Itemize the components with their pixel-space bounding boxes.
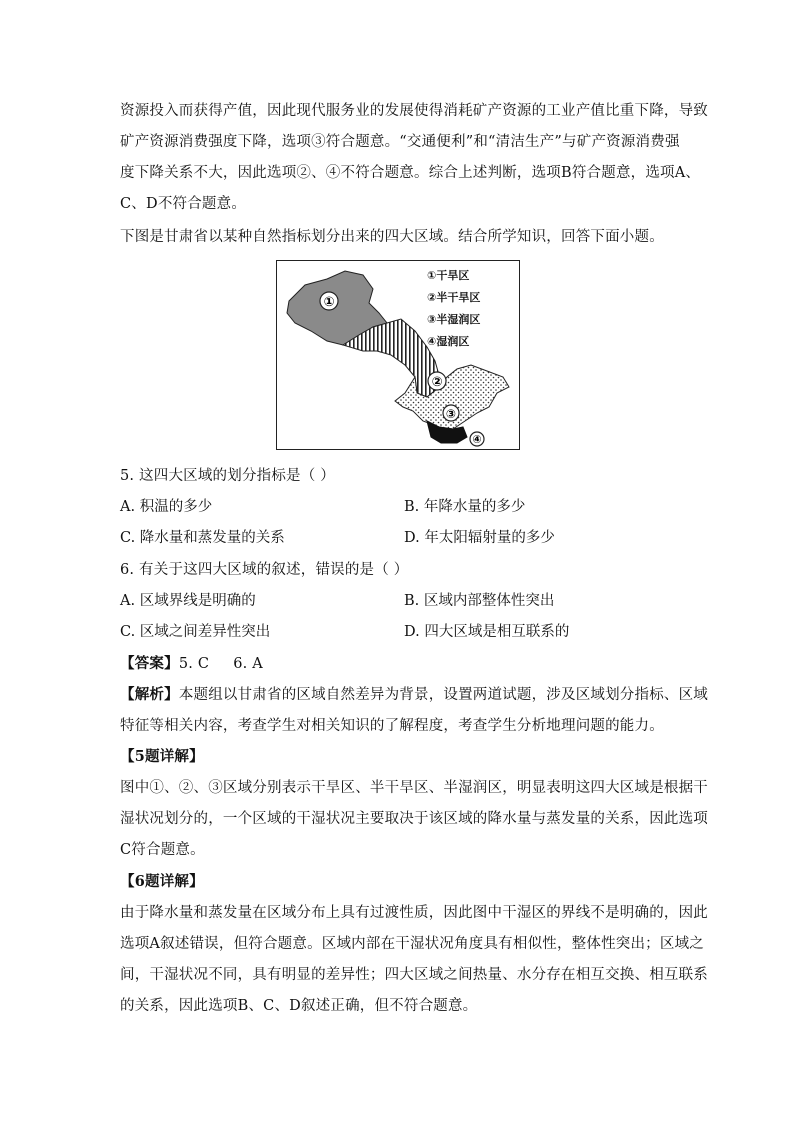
q6-option-c: C. 区域之间差异性突出: [120, 624, 271, 640]
q5-option-d: D. 年太阳辐射量的多少: [404, 530, 555, 546]
paragraph-line: 度下降关系不大，因此选项②、④不符合题意。综合上述判断，选项B符合题意，选项A、: [120, 165, 701, 181]
analysis-tag: 【解析】: [120, 686, 179, 703]
answer-text: 5. C 6. A: [178, 656, 263, 672]
analysis-line: [120, 685, 709, 705]
paragraph-line: 矿产资源消费强度下降，选项③符合题意。“交通便利”和“清洁生产”与矿产资源消费强: [120, 134, 680, 150]
q5-option-b: B. 年降水量的多少: [404, 499, 526, 515]
region-label-2: ②: [431, 375, 443, 390]
analysis-text: 本题组以甘肃省的区域自然差异为背景，设置两道试题，涉及区域划分指标、区域: [178, 687, 709, 703]
paragraph-line: C、D不符合题意。: [120, 196, 247, 212]
legend-semi-arid: ②半干旱区: [427, 291, 481, 304]
legend-arid: ①干旱区: [427, 269, 470, 282]
gansu-map-drawing: [277, 261, 518, 448]
detail-6-line: 间，干湿状况不同，具有明显的差异性；四大区域之间热量、水分存在相互交换、相互联系: [120, 967, 708, 983]
region-label-1: ①: [323, 295, 335, 310]
legend-humid: ④湿润区: [427, 335, 470, 348]
q5-option-c: C. 降水量和蒸发量的关系: [120, 530, 285, 546]
detail-6-line: 选项A叙述错误，但符合题意。区域内部在干湿状况角度具有相似性，整体性突出；区域之: [120, 936, 704, 952]
q5-option-a: A. 积温的多少: [120, 499, 213, 515]
detail-5-line: 图中①、②、③区域分别表示干旱区、半干旱区、半湿润区，明显表明这四大区域是根据干: [120, 780, 708, 796]
legend-semi-humid: ③半湿润区: [427, 313, 481, 326]
detail-6-line: 由于降水量和蒸发量在区域分布上具有过渡性质，因此图中干湿区的界线不是明确的，因此: [120, 905, 708, 921]
q6-option-a: A. 区域界线是明确的: [120, 593, 256, 609]
question-intro: 下图是甘肃省以某种自然指标划分出来的四大区域。结合所学知识，回答下面小题。: [120, 229, 664, 245]
detail-5-heading: 【5题详解】: [120, 748, 204, 765]
region-label-3: ③: [445, 407, 457, 421]
detail-6-line: 的关系，因此选项B、C、D叙述正确，但不符合题意。: [120, 998, 478, 1014]
detail-6-heading: 【6题详解】: [120, 873, 204, 890]
detail-5-line: C符合题意。: [120, 842, 205, 858]
answer-line: [120, 654, 680, 674]
region-label-4: ④: [472, 433, 482, 446]
q6-option-b: B. 区域内部整体性突出: [404, 593, 555, 609]
q6-option-d: D. 四大区域是相互联系的: [404, 624, 570, 640]
question-6-stem: 6. 有关于这四大区域的叙述，错误的是（ ）: [120, 562, 409, 578]
answer-tag: 【答案】: [120, 655, 179, 672]
paragraph-line: 资源投入而获得产值，因此现代服务业的发展使得消耗矿产资源的工业产值比重下降，导致: [120, 103, 708, 119]
gansu-region-map: [276, 260, 520, 450]
detail-5-line: 湿状况划分的，一个区域的干湿状况主要取决于该区域的降水量与蒸发量的关系，因此选项: [120, 811, 708, 827]
question-5-stem: 5. 这四大区域的划分指标是（ ）: [120, 468, 335, 484]
analysis-line-2: 特征等相关内容，考查学生对相关知识的了解程度，考查学生分析地理问题的能力。: [120, 718, 664, 734]
